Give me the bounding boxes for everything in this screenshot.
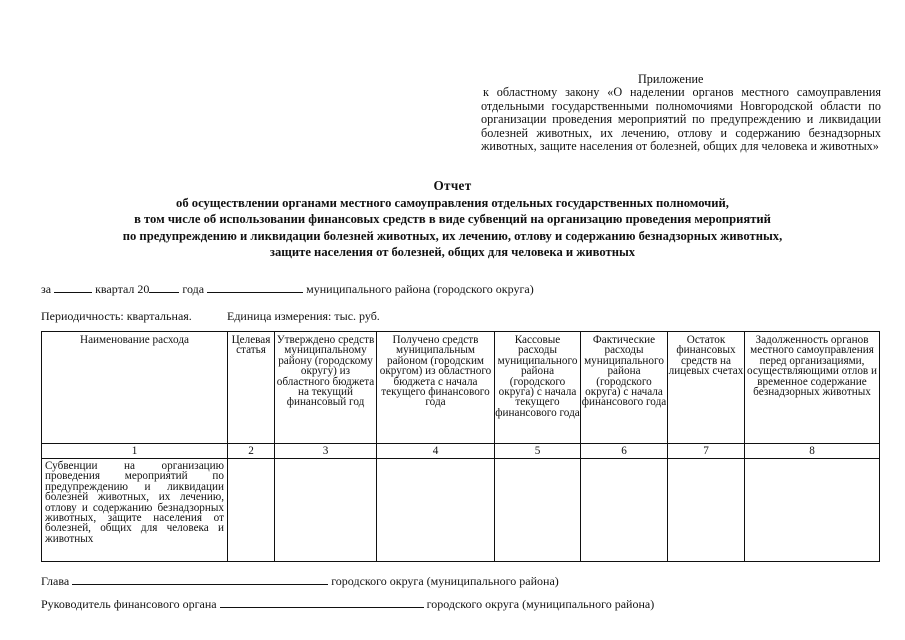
appendix-heading: Приложение	[638, 72, 704, 86]
value-cell[interactable]	[495, 459, 581, 562]
report-subtitle-line-4: защите населения от болезней, общих для человека и животных	[269, 245, 636, 260]
report-subtitle-line-2: в том числе об использовании финансовых средств в виде субвенций на организацию проведения мероприятий	[134, 212, 771, 227]
value-cell[interactable]	[668, 459, 745, 562]
header-received-funds: Получено средств муниципальным районом (городским округом) из областного бюджета с начала текущего финансового года	[377, 332, 495, 444]
column-number: 3	[275, 444, 377, 459]
column-number: 5	[495, 444, 581, 459]
column-number: 1	[42, 444, 228, 459]
district-blank[interactable]	[207, 282, 303, 293]
value-cell[interactable]	[228, 459, 275, 562]
quarter-blank[interactable]	[54, 282, 92, 293]
value-cell[interactable]	[377, 459, 495, 562]
header-cash-expenses: Кассовые расходы муниципального района (городского округа) с начала текущего финансового года	[495, 332, 581, 444]
report-table	[41, 331, 880, 562]
header-remaining-funds: Остаток финансовых средств на лицевых счетах	[668, 332, 745, 444]
period-line	[41, 282, 534, 297]
header-approved-funds: Утверждено средств муниципальному району (городскому округу) из областного бюджета на текущий финансовый год	[275, 332, 377, 444]
column-number: 2	[228, 444, 275, 459]
value-cell[interactable]	[745, 459, 880, 562]
finance-signature-line	[41, 597, 654, 612]
head-signature-line	[41, 574, 559, 589]
expense-name-cell: Субвенции на организацию проведения мероприятий по предупреждению и ликвидации болезней животных, их лечению, отлову и содержанию безнадзорных животных, защите населения от болезней, общих для человека и животных	[42, 459, 228, 562]
period-suffix: муниципального района (городского округа)	[306, 282, 534, 296]
report-title: Отчет	[433, 178, 472, 193]
unit-text: Единица измерения: тыс. руб.	[227, 309, 380, 323]
year-blank[interactable]	[149, 282, 179, 293]
header-expense-name: Наименование расхода	[42, 332, 228, 444]
periodicity-text: Периодичность: квартальная.	[41, 309, 192, 323]
value-cell[interactable]	[275, 459, 377, 562]
appendix-block	[481, 73, 881, 153]
header-actual-expenses: Фактические расходы муниципального района (городского округа) с начала финансового года	[581, 332, 668, 444]
column-number: 6	[581, 444, 668, 459]
table-header-row	[42, 332, 880, 444]
header-debt: Задолженность органов местного самоуправления перед организациями, осуществляющими отлов и временное содержание безнадзорных животных	[745, 332, 880, 444]
appendix-text: к областному закону «О наделении органов местного самоуправления отдельными государственными полномочиями Новгородской области по организации проведения мероприятий по предупреждению и ликвидации болезней животных, их лечению, отлову и содержанию безнадзорных животных, защите населения от болезней, общих для человека и животных»	[481, 85, 881, 154]
period-prefix: за	[41, 282, 52, 296]
table-row	[42, 459, 880, 562]
head-signature-prefix: Глава	[41, 574, 70, 588]
header-target-article: Целевая статья	[228, 332, 275, 444]
report-title-block	[0, 178, 905, 261]
report-subtitle-line-3: по предупреждению и ликвидации болезней животных, их лечению, отлову и содержанию безнадзорных животных,	[122, 228, 783, 243]
head-signature-suffix: городского округа (муниципального района)	[331, 574, 559, 588]
period-quarter-label: квартал 20	[95, 282, 150, 296]
head-signature-blank[interactable]	[72, 574, 328, 585]
table-number-row	[42, 444, 880, 459]
finance-signature-blank[interactable]	[220, 597, 424, 608]
value-cell[interactable]	[581, 459, 668, 562]
column-number: 7	[668, 444, 745, 459]
period-year-label: года	[182, 282, 205, 296]
column-number: 8	[745, 444, 880, 459]
finance-signature-prefix: Руководитель финансового органа	[41, 597, 217, 611]
finance-signature-suffix: городского округа (муниципального района)	[426, 597, 655, 611]
column-number: 4	[377, 444, 495, 459]
report-subtitle-line-1: об осуществлении органами местного самоуправления отдельных государственных полномочий,	[176, 195, 729, 210]
